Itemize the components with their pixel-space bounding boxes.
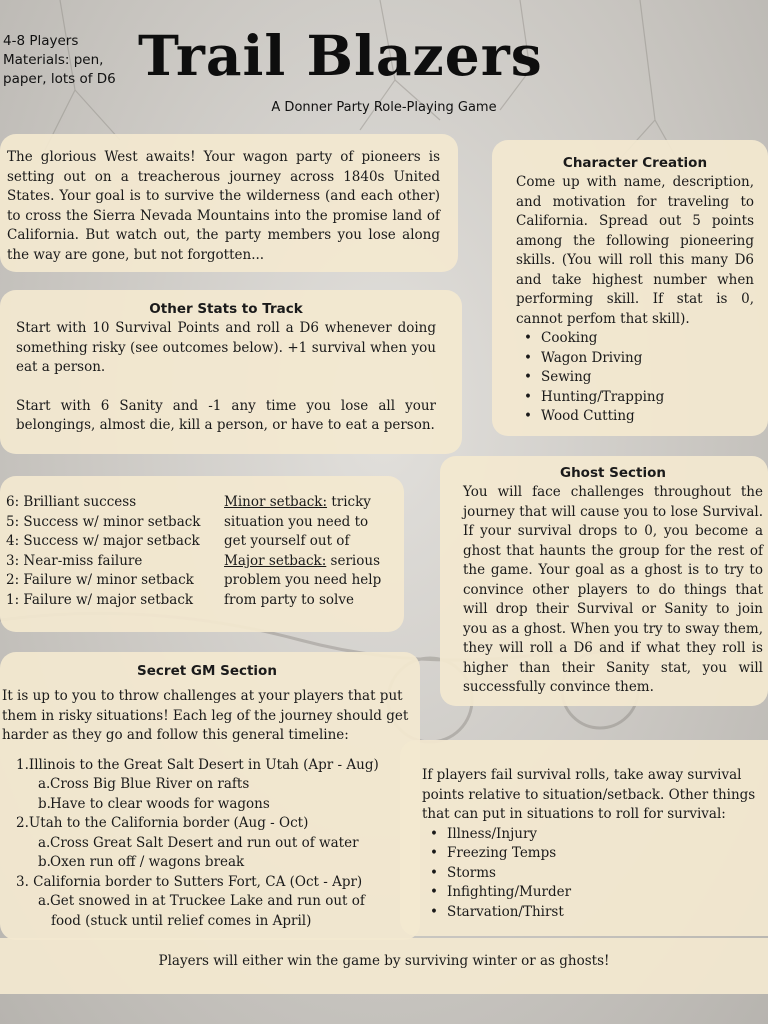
leg-label: California border to Sutters Fort, CA (Oct - Apr): [28, 873, 363, 890]
event-text: Have to clear woods for wagons: [50, 795, 270, 812]
situation-item: • Storms: [422, 864, 758, 884]
timeline-event-continued: food (stuck until relief comes in April): [51, 912, 312, 929]
major-setback-text: serious problem you need help from party to solve: [224, 552, 382, 608]
event-text: Get snowed in at Truckee Lake and run out of: [50, 893, 365, 909]
major-setback-definition: [224, 552, 394, 611]
gm-section-heading: Secret GM Section: [137, 663, 277, 679]
sanity-stat-text: Start with 6 Sanity and -1 any time you lose all your belongings, almost die, kill a person, or have to eat a person.: [16, 397, 436, 433]
roll-outcome: 4: Success w/ major setback: [6, 533, 200, 549]
setback-definitions: [224, 493, 394, 610]
journey-timeline: [2, 756, 412, 932]
situation-item: • Freezing Temps: [422, 844, 758, 864]
character-creation-panel: [492, 140, 768, 436]
timeline-event: [16, 853, 412, 873]
timeline-leg: [16, 873, 412, 893]
roll-outcome: 1: Failure w/ major setback: [6, 591, 194, 608]
ghost-section-heading: Ghost Section: [559, 465, 666, 481]
skill-item: • Wood Cutting: [516, 407, 754, 427]
minor-setback-text: tricky situation you need to get yourself out of: [224, 494, 371, 549]
game-title: Trail Blazers: [138, 23, 543, 88]
materials-line-1: Materials: pen,: [3, 52, 104, 68]
major-setback-label: Major setback:: [224, 552, 327, 569]
roll-outcome: 5: Success w/ minor setback: [6, 513, 201, 530]
skill-item: • Sewing: [516, 368, 754, 388]
event-marker: b.: [38, 795, 51, 812]
leg-label: Utah to the California border (Aug - Oct): [28, 815, 309, 831]
minor-setback-label: Minor setback:: [224, 494, 328, 510]
intro-text: The glorious West awaits! Your wagon party of pioneers is setting out on a treacherous journey across 1840s United States. Your goal is to survive the wilderness (and each other) to cross the Sierra Nevada Mountains into the promise land of California. But watch out, the party members you lose along the way are gone, but not forgotten...: [7, 149, 440, 263]
situation-item: • Starvation/Thirst: [422, 903, 758, 923]
gm-intro-text: It is up to you to throw challenges at your players that put them in risky situations! Each leg of the journey should get harder as they go and follow this general timeline:: [2, 688, 409, 743]
timeline-event: [16, 775, 412, 795]
roll-outcomes-list: [6, 493, 224, 610]
situation-item: • Infighting/Murder: [422, 883, 758, 903]
timeline-leg: [16, 814, 412, 834]
event-marker: a.: [38, 776, 51, 792]
event-marker: b.: [38, 854, 51, 870]
character-creation-text: Come up with name, description, and motivation for traveling to California. Spread out 5 points among the following pioneering skills. (You will roll this many D6 and take highest number when performing skill. If stat is 0, cannot perfom that skill).: [516, 174, 754, 327]
character-creation-heading: Character Creation: [562, 155, 708, 171]
intro-panel: [0, 134, 458, 272]
other-stats-panel: [0, 290, 462, 454]
other-stats-heading: Other Stats to Track: [149, 301, 303, 317]
game-subtitle: A Donner Party Role-Playing Game: [271, 100, 497, 115]
footer-text: Players will either win the game by surviving winter or as ghosts!: [158, 953, 610, 969]
event-text: Oxen run off / wagons break: [50, 854, 245, 870]
game-meta: [3, 32, 116, 89]
skill-item: • Wagon Driving: [516, 349, 754, 369]
player-count: 4-8 Players: [3, 33, 79, 49]
event-text: Cross Big Blue River on rafts: [50, 776, 250, 792]
situation-item: • Illness/Injury: [422, 825, 758, 845]
skill-item: • Hunting/Trapping: [516, 388, 754, 408]
outcomes-panel: [0, 476, 404, 632]
event-marker: a.: [38, 834, 51, 851]
roll-outcome: 6: Brilliant success: [6, 494, 137, 510]
timeline-leg: [16, 756, 412, 776]
roll-outcome: 3: Near-miss failure: [6, 552, 143, 569]
survival-situation-list: [422, 825, 758, 923]
skill-item: • Cooking: [516, 329, 754, 349]
event-marker: a.: [38, 893, 51, 909]
leg-number: 1.: [16, 756, 29, 773]
event-text: Cross Great Salt Desert and run out of water: [50, 834, 359, 851]
roll-outcome: 2: Failure w/ minor setback: [6, 572, 194, 588]
ghost-section-text: You will face challenges throughout the journey that will cause you to lose Survival. If your survival drops to 0, you become a ghost that haunts the group for the rest of the game. Your goal as a ghost is to try to convince other players to do things that will drop their Survival or Sanity to join you as a ghost. When you try to sway them, they will roll a D6 and if what they roll is higher than their Sanity stat, you will successfully convince them.: [463, 484, 763, 695]
minor-setback-definition: [224, 493, 394, 552]
timeline-event: [16, 892, 412, 912]
timeline-event: [16, 834, 412, 854]
ghost-section-panel: [440, 456, 768, 706]
materials-line-2: paper, lots of D6: [3, 71, 116, 87]
gm-section-panel: [0, 652, 420, 940]
survival-failure-panel: [400, 740, 768, 936]
timeline-event: [16, 795, 412, 815]
skill-list: [516, 329, 754, 427]
leg-number: 3.: [16, 873, 29, 890]
survival-stat-text: Start with 10 Survival Points and roll a D6 whenever doing something risky (see outcomes below). +1 survival when you eat a person.: [16, 320, 436, 375]
leg-number: 2.: [16, 815, 29, 831]
leg-label: Illinois to the Great Salt Desert in Utah (Apr - Aug): [28, 756, 379, 773]
survival-failure-text: If players fail survival rolls, take away survival points relative to situation/setback. Other things that can put in situations to roll for survival:: [422, 767, 756, 822]
